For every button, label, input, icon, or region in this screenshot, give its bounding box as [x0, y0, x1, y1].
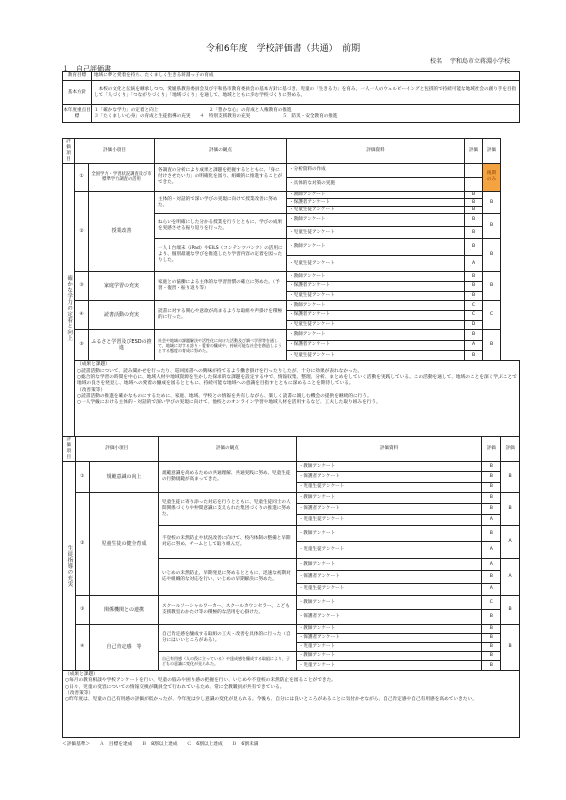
note-line: （成果と課題）	[77, 362, 110, 368]
material: ・児童アンケート	[296, 661, 482, 671]
material: ・保護者アンケート	[287, 199, 465, 207]
area-label: 確かな学力の定着と向上	[66, 274, 73, 341]
material: ・児童生徒アンケート	[296, 542, 482, 559]
item-name: 全国学力・学習状況調査及び市標準学力調査の活用	[89, 163, 155, 191]
overall-grade: B	[483, 272, 501, 301]
item-number: ②	[75, 492, 90, 595]
grade: B	[482, 525, 501, 542]
item-number: ⑤	[75, 330, 89, 361]
item-number: ④	[75, 301, 89, 330]
area-label-cell	[63, 461, 76, 670]
material: ・教師アンケート	[287, 239, 465, 256]
item-view: ねらいを明確にした分かる授業を行うとともに、学びの成果を実感させる振り返りを行った。	[155, 214, 287, 239]
item-name: 家庭学習の充実	[89, 272, 155, 301]
grade: B	[482, 642, 501, 651]
grade: B	[482, 624, 501, 633]
item-view: 読書に対する関心や意欲が高まるような取組や声掛けを積極的に行った。	[155, 301, 287, 330]
top-table	[62, 71, 520, 123]
header-material: 評価資料	[287, 139, 465, 164]
overall-grade: A	[501, 558, 520, 595]
material: ・保護者アンケート	[296, 503, 482, 514]
material: ・児童アンケート	[296, 642, 482, 651]
area-label: 生徒指導の充実	[66, 544, 73, 587]
item-view: 一人１台端末（iPad）やEILS（コンテンツバンク）の活用により、個別最適な学びを推進したり学習内容の定着を図ったりした。	[155, 239, 287, 272]
header-grade: 評価	[465, 139, 483, 164]
item-view: 各調査の分析により成果と課題を把握するとともに、「身に付けさせたい力」の明確化を図り、組織的に推進することができた。	[155, 163, 287, 191]
material: ・児童生徒アンケート	[287, 320, 465, 330]
grade: A	[465, 255, 483, 272]
focus-line: １「確かな学力」の定着と向上 ２「豊かな心」の育成と人権教育の推進	[94, 107, 292, 113]
material: ・教師アンケート	[287, 191, 465, 199]
item-name: 授業改善	[89, 191, 155, 272]
item-number: ①	[75, 461, 90, 492]
grade: B	[482, 503, 501, 514]
evaluation-table-1	[62, 138, 520, 452]
grade: B	[482, 461, 501, 471]
item-view: 社会や地域の課題解決や活性化に向けた活動及び調べ学習等を通して、地域に対する誇り・愛着の醸成や、持続可能な社会を創造しようとする態度の育成に努めた。	[155, 330, 287, 361]
item-number: ①	[75, 163, 89, 191]
header-view: 評価の観点	[155, 139, 287, 164]
item-name: 児童生徒の健全育成	[90, 492, 159, 595]
evaluation-table-2	[62, 436, 520, 738]
notes-section-2	[63, 670, 520, 737]
material: ・教師アンケート	[296, 558, 482, 570]
focus-label: 本年度重点目標	[63, 105, 92, 123]
overall-grade: B	[501, 492, 520, 525]
overall-grade: B	[501, 624, 520, 670]
grade: D	[465, 320, 483, 330]
grade: B	[482, 571, 501, 583]
item-view: 家庭との協働による主体的な学習習慣の確立に努めた。（予習・復習・振り返り等）	[155, 272, 287, 301]
grade: B	[465, 351, 483, 361]
grade	[465, 177, 483, 191]
item-view: 自己肯定感を醸成する取組の工夫・改善を具体的に行った（自分にはいいところがある）。	[158, 624, 296, 651]
material: ・児童生徒アンケート	[287, 206, 465, 214]
note-line: ○総合的な学習の時間を中心に、地域人材や地域資源を生かした探求的な課題を設定する中で、情報収集、整理、分析、まとめをしていく活動を実践している。この活動を通して、地域のことを深く学ぶことで地域の良さを発見し、地域への愛着の醸成を図るとともに、持続可能な地域への意識を目指すとともに深めることを期待している。	[77, 375, 517, 387]
grade	[465, 163, 483, 177]
material: ・保護者アンケート	[287, 282, 465, 292]
material: ・児童生徒アンケート	[296, 482, 482, 492]
item-view: スクールソーシャルワーカー、スクールカウンセラー、こども支援教室わかたけ等の積極的な活用を心掛けた。	[158, 595, 296, 624]
goal-text: 地域に夢と愛着を持ち、たくましく生きる蒋淵っ子の育成	[92, 72, 520, 81]
header-grade: 評価	[482, 437, 501, 462]
material: ・保護者アンケート	[296, 472, 482, 482]
material: ・教師アンケート	[296, 651, 482, 661]
grade: B	[465, 206, 483, 214]
header-item: 評価小項目	[75, 437, 158, 462]
focus-text	[92, 105, 520, 123]
item-name: 自己肯定感 等	[90, 624, 159, 670]
item-view: 主体的・対話的で深い学びの実現に向けて授業改善に努めた。	[155, 191, 287, 214]
material: ・教師アンケート	[287, 330, 465, 340]
overall-grade: B	[501, 595, 520, 624]
grade: B	[465, 239, 483, 256]
material: ・教師アンケート	[287, 301, 465, 311]
material: ・保護者アンケート	[287, 340, 465, 350]
grade: B	[465, 226, 483, 239]
material: ・具体的な対策の実施	[287, 177, 465, 191]
note-line: ○毎月の教育相談や学校アンケートを行い、児童の悩みや困り感の把握を行い、いじめや不登校の未然防止を図ることができた。	[65, 678, 336, 684]
school-name	[430, 56, 510, 65]
note-line: ○一人学級における主体的・対話的で深い学びの実現に向けて、他校とのオンライン学習や地域人材を活用するなど、工夫した取り組みを行う。	[77, 400, 381, 406]
grade: C	[482, 595, 501, 610]
material: ・教師アンケート	[296, 624, 482, 633]
grade: A	[482, 583, 501, 595]
area-label-cell	[63, 163, 75, 452]
material: ・保護者アンケート	[296, 571, 482, 583]
material: ・教師アンケート	[287, 214, 465, 227]
overall-grade: A	[501, 525, 520, 558]
school-label: 校名	[430, 58, 443, 65]
item-name: 関係機関との連携	[90, 595, 159, 624]
page-title: 令和6年度 学校評価書（共通） 前期	[205, 44, 361, 54]
note-line: ○読書活動について、読み聞かせを行ったり、巡回図書への興味が持てるよう働き掛けを行ったりしたが、十分に効果が表れなかった。	[77, 368, 363, 374]
school-value: 宇和島市立蒋淵小学校	[449, 58, 510, 65]
overall-grade: B	[501, 461, 520, 492]
grade: B	[465, 191, 483, 199]
material: ・保護者アンケート	[296, 633, 482, 642]
material: ・保護者アンケート	[296, 610, 482, 625]
material: ・分析資料の作成	[287, 163, 465, 177]
material: ・教師アンケート	[296, 461, 482, 471]
note-line: ○昨年度は、児童の自己有用感の評価が低かったが、今年度は少し意識の変化が見られる。今後も、自分には良いところがあることに気付かせながら、自己肯定感や自己有用感を高めていきたい。	[65, 697, 477, 703]
material: ・教師アンケート	[296, 525, 482, 542]
item-view: 児童生徒に寄り添った対応を行うとともに、児童生徒同士の人間関係づくりや仲間意識に支えられた集団づくりの推進に努めた。	[158, 492, 296, 525]
grade: B	[465, 282, 483, 292]
header-overall: 評価	[501, 437, 520, 462]
grade: A	[482, 542, 501, 559]
overall-grade: B	[483, 191, 501, 214]
item-number: ③	[75, 595, 90, 624]
policy-text: 本校の文化と伝統を継承しつつ、愛媛県教育委員会及び宇和島市教育委員会の基本方針に基づき、児童の「生きる力」を育み、一人一人のウェルビーイングと包摂的で持続可能な地域社会の創り手を目指して「人づくり」「つながりづくり」「地域づくり」を通して、地域とともに歩む学校づくりに努める。	[92, 81, 520, 105]
grade: A	[465, 340, 483, 350]
grade: C	[465, 311, 483, 321]
note-line: ○読書活動の推進を確かなものにするために、家庭、地域、学校との情報を共有しながら、楽しく読書に親しむ機会の提供を継続的に行う。	[77, 394, 372, 400]
grade: B	[465, 272, 483, 282]
header-area: 評価項目	[63, 139, 75, 164]
grade: B	[482, 482, 501, 492]
header-view: 評価の観点	[158, 437, 296, 462]
material: ・児童生徒アンケート	[296, 583, 482, 595]
header-material: 評価資料	[296, 437, 482, 462]
grade: B	[482, 661, 501, 671]
overall-grade: 後期のみ	[483, 163, 501, 191]
grade: B	[482, 492, 501, 503]
material: ・保護者アンケート	[287, 311, 465, 321]
grade: B	[482, 651, 501, 661]
material: ・教師アンケート	[287, 272, 465, 282]
grade: B	[465, 199, 483, 207]
item-name: 規範意識の向上	[90, 461, 159, 492]
item-number: ②	[75, 191, 89, 272]
policy-label: 基本方針	[63, 81, 92, 105]
grade: B	[482, 610, 501, 625]
grade: A	[482, 514, 501, 525]
header-overall: 評価	[483, 139, 501, 164]
material: ・児童生徒アンケート	[287, 226, 465, 239]
grading-criteria: ＜評価基準＞ Ａ 目標を達成 Ｂ 8割以上達成 Ｃ 6割以上達成 Ｄ 6割未満	[62, 742, 259, 747]
material: ・教師アンケート	[296, 595, 482, 610]
section-title: １ 自己評価書	[62, 65, 111, 73]
grade: A	[482, 558, 501, 570]
item-number: ③	[75, 272, 89, 301]
note-line: （成果と課題）	[65, 671, 98, 677]
note-line: （改善策等）	[65, 690, 94, 696]
overall-grade: C	[483, 301, 501, 330]
overall-grade: B	[483, 330, 501, 361]
item-number: ④	[75, 624, 90, 670]
item-view: 不登校の未然防止や状況改善に向けて、校内体制の整備と早期対応に努め、チームとして取り組んだ。	[158, 525, 296, 558]
overall-grade: B	[483, 214, 501, 239]
note-line: （改善策等）	[77, 387, 106, 393]
note-line: ○日々、児童の変容についての情報交換が職員全て行われているため、常に全教職員が共有できている。	[65, 684, 285, 690]
item-view: 規範意識を高めるための共通理解、共通実践に努め、児童生徒の行動規範が高まってきた。	[158, 461, 296, 492]
header-area: 評価項目	[63, 437, 76, 462]
grade: B	[465, 214, 483, 227]
focus-line: ３「たくましい心身」の育成と生徒指導の充実 ４ 特別支援教育の充実 ５ 防災・安全教育の推進	[94, 113, 338, 119]
item-view: 自己有用感（人の役に立っている）や達成感を醸成する取組により、子どもの意識に変化が見られた。	[158, 651, 296, 670]
goal-label: 教育目標	[63, 72, 92, 81]
grade: B	[482, 633, 501, 642]
material: ・児童生徒アンケート	[287, 255, 465, 272]
item-name: ふるさと学習及びESDの推進	[89, 330, 155, 361]
material: ・児童生徒アンケート	[296, 514, 482, 525]
grade: C	[465, 301, 483, 311]
material: ・教師アンケート	[296, 492, 482, 503]
grade: B	[465, 330, 483, 340]
header-item: 評価小項目	[75, 139, 155, 164]
overall-grade: B	[483, 239, 501, 272]
item-name: 読書活動の充実	[89, 301, 155, 330]
grade: B	[465, 291, 483, 301]
grade: B	[482, 472, 501, 482]
material: ・児童生徒アンケート	[287, 291, 465, 301]
material: ・児童生徒アンケート	[287, 351, 465, 361]
item-view: いじめの未然防止、早期発見に努めるとともに、迅速な初期対応や組織的な対応を行い、いじめの早期解決に努めた。	[158, 558, 296, 595]
